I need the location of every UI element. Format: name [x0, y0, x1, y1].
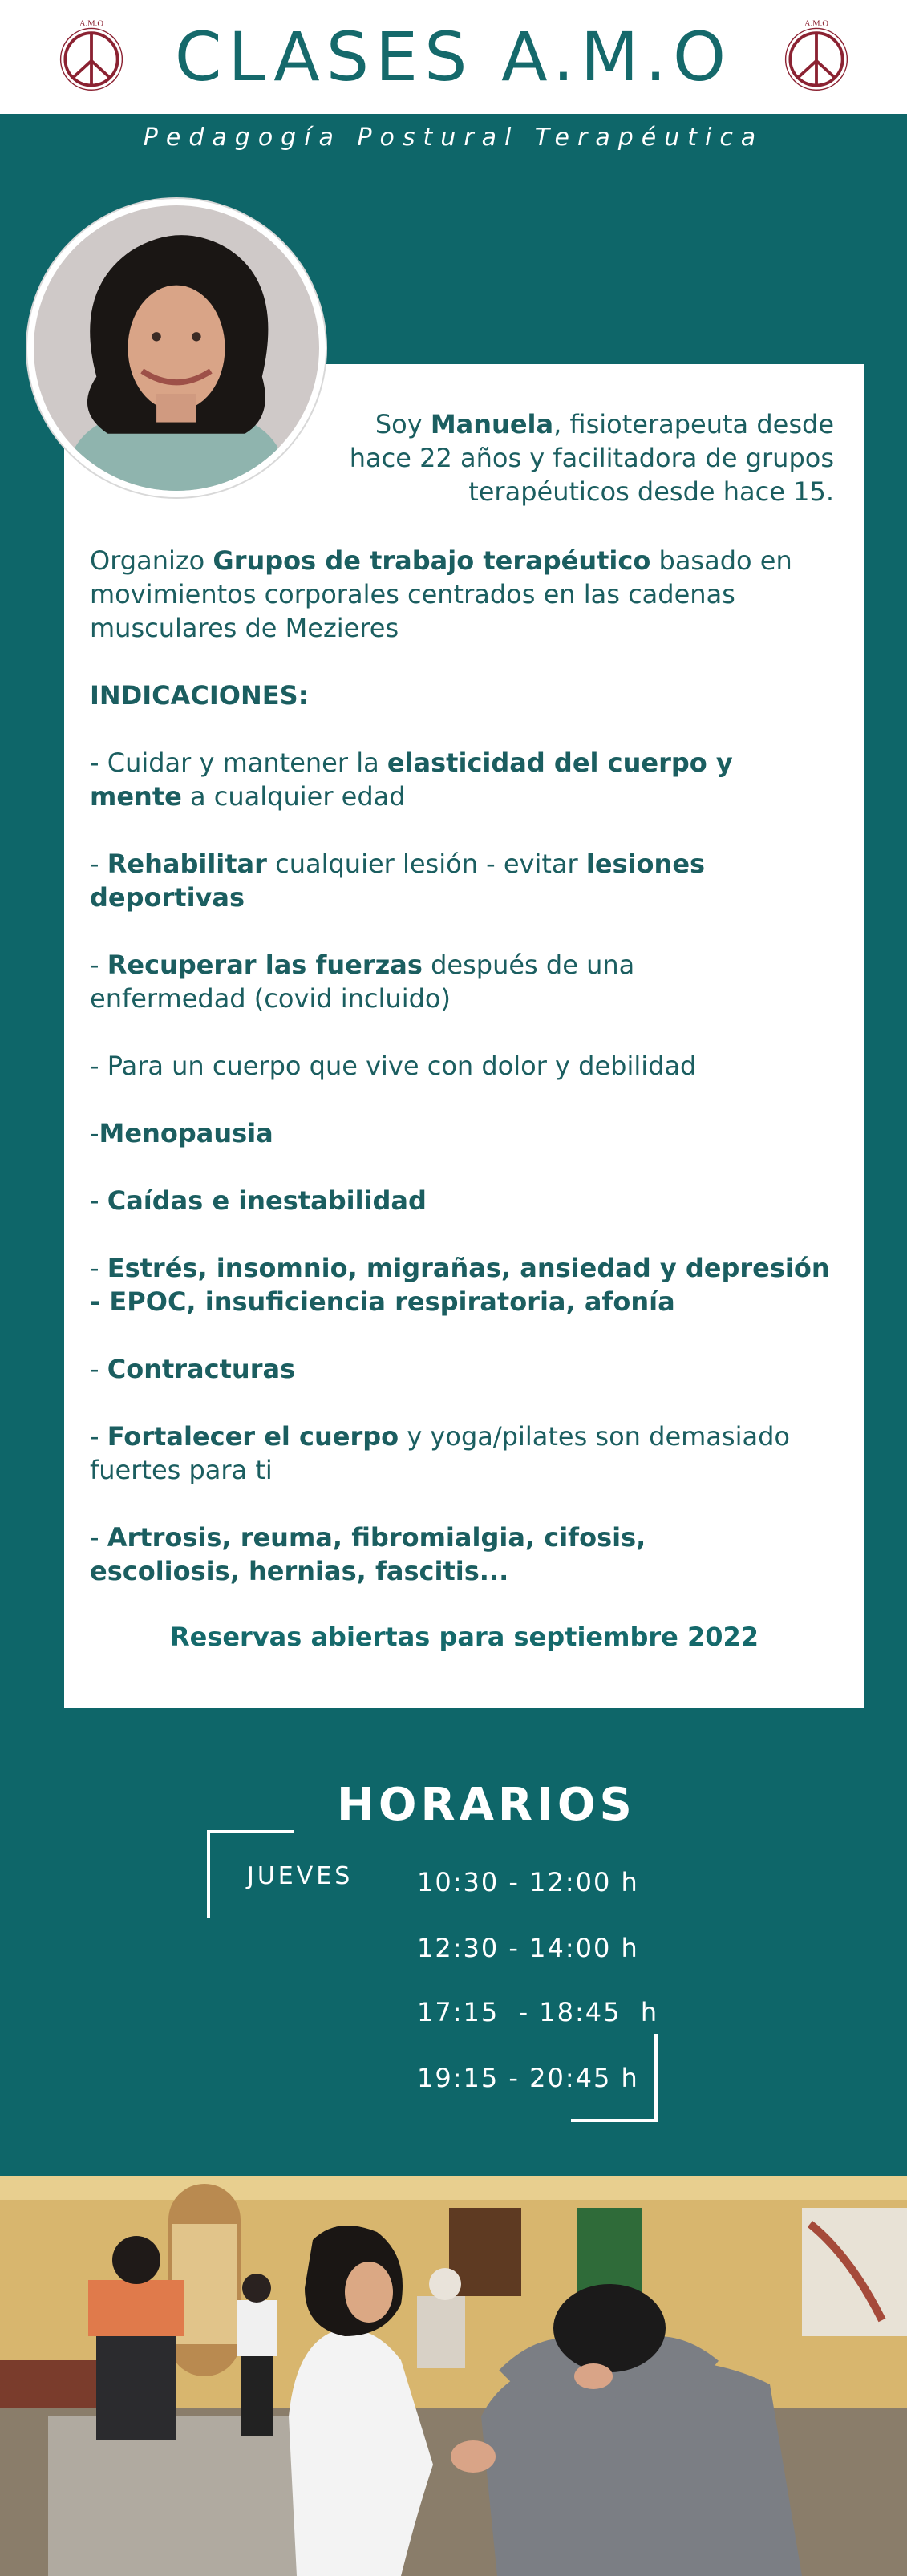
list-item: - Para un cuerpo que vive con dolor y debilidad [90, 1051, 697, 1081]
name-highlight: Manuela [430, 409, 554, 439]
list-item: - Artrosis, reuma, fibromialgia, cifosis, escoliosis, hernias, fascitis... [90, 1522, 646, 1586]
peace-logo-icon [778, 18, 855, 95]
schedule-time: 10:30 - 12:00 h [417, 1867, 639, 1898]
list-item: - EPOC, insuficiencia respiratoria, afonía [90, 1286, 675, 1317]
reservation-notice: Reservas abiertas para septiembre 2022 [169, 1622, 759, 1652]
list-item: -Menopausia [90, 1118, 273, 1148]
list-item: - Cuidar y mantener la elasticidad del cuerpo y mente a cualquier edad [90, 747, 733, 812]
schedule-day: JUEVES [247, 1862, 354, 1890]
intro-text: Soy Manuela, fisioterapeuta desde hace 22 años y facilitadora de grupos terapéuticos desde hace 15. [349, 409, 834, 507]
page-title: CLASES A.M.O [174, 18, 733, 96]
decorative-bracket [571, 2034, 658, 2122]
header-banner [0, 0, 907, 114]
list-item: - Fortalecer el cuerpo y yoga/pilates son demasiado fuertes para ti [90, 1421, 790, 1485]
schedule-time: 17:15 - 18:45 h [417, 1997, 659, 2027]
organizo-paragraph: Organizo Grupos de trabajo terapéutico basado en movimientos corporales centrados en las cadenas musculares de Mezieres [90, 545, 792, 643]
schedule-time: 12:30 - 14:00 h [417, 1933, 639, 1963]
svg-text:A.M.O: A.M.O [804, 19, 828, 29]
list-item: - Caídas e inestabilidad [90, 1185, 427, 1216]
schedule-title: HORARIOS [337, 1779, 636, 1831]
list-item: - Estrés, insomnio, migrañas, ansiedad y depresión [90, 1253, 830, 1283]
page-subtitle: Pedagogía Postural Terapéutica [143, 124, 764, 152]
class-photo [0, 2176, 907, 2576]
indicaciones-heading: INDICACIONES: [90, 680, 309, 711]
list-item: - Contracturas [90, 1354, 296, 1384]
schedule-time: 19:15 - 20:45 h [417, 2063, 639, 2093]
list-item: - Rehabilitar cualquier lesión - evitar lesiones deportivas [90, 849, 706, 913]
svg-text:A.M.O: A.M.O [79, 19, 103, 29]
list-item: - Recuperar las fuerzas después de una enfermedad (covid incluido) [90, 950, 635, 1014]
